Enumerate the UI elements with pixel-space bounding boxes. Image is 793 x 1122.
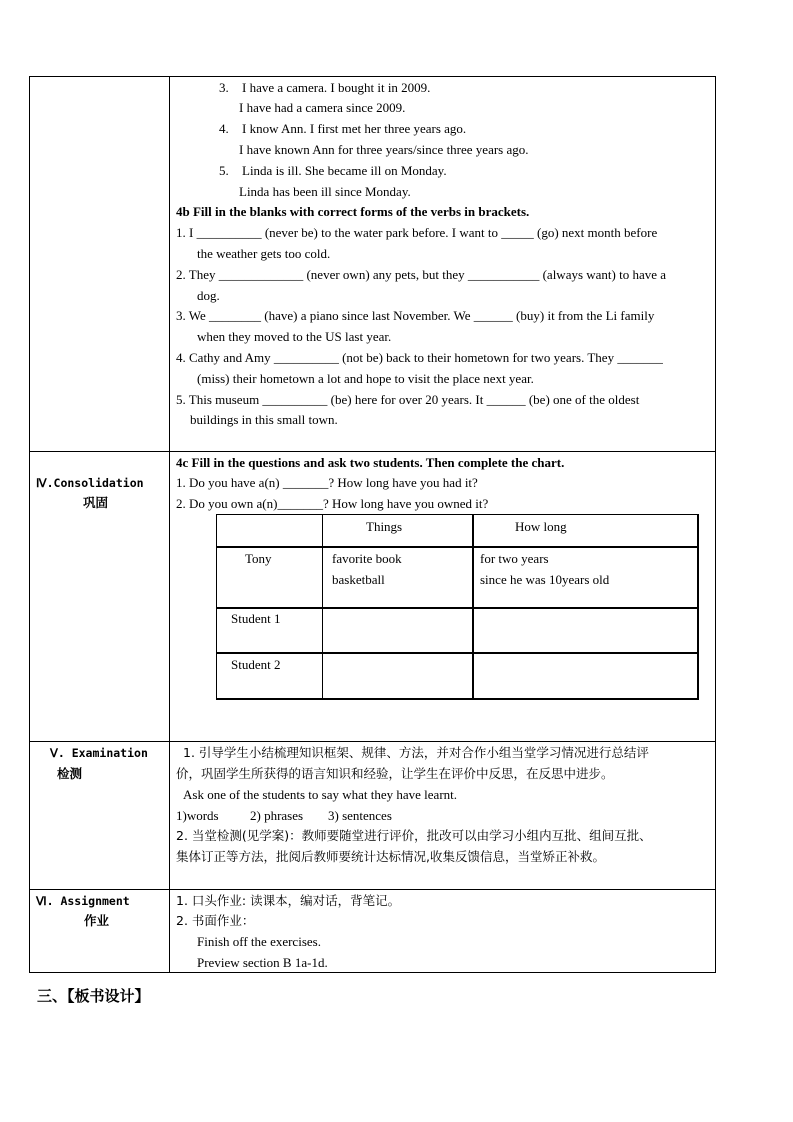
sentence-4-num: 4. (219, 121, 229, 136)
exercise-4b-item-5-cont: buildings in this small town. (190, 412, 338, 427)
examination-list-words: 1)words (176, 808, 219, 823)
table-column-divider (169, 76, 170, 973)
examination-p2-line2: 集体订正等方法，批阅后教师要统计达标情况,收集反馈信息，当堂矫正补救。 (176, 849, 605, 864)
consolidation-label-cn: 巩固 (83, 495, 109, 510)
exercise-4c-q1: 1. Do you have a(n) _______? How long have you had it? (176, 475, 478, 490)
sentence-3b: I have had a camera since 2009. (239, 100, 406, 115)
sentence-5b: Linda has been ill since Monday. (239, 184, 411, 199)
exercise-4b-item-2: 2. They _____________ (never own) any pets, but they ___________ (always want) to have a (176, 267, 667, 282)
examination-label: Ⅴ. Examination (50, 746, 148, 760)
chart-header-how-long: How long (515, 519, 567, 534)
exercise-4c-title: 4c Fill in the questions and ask two students. Then complete the chart. (176, 455, 565, 470)
table-bottom-border (29, 972, 716, 973)
assignment-finish: Finish off the exercises. (197, 934, 321, 949)
examination-p1-line1: 1. 引导学生小结梳理知识框架、规律、方法，并对合作小组当堂学习情况进行总结评 (183, 745, 649, 760)
exercise-4b-item-4: 4. Cathy and Amy __________ (not be) back to their hometown for two years. They _______ (176, 350, 663, 365)
exercise-4b-item-3-cont: when they moved to the US last year. (197, 329, 392, 344)
sentence-3-num: 3. (219, 80, 229, 95)
exercise-4b-item-1-cont: the weather gets too cold. (197, 246, 331, 261)
chart-row-tony-howlong-1: for two years (480, 551, 549, 566)
exercise-4b-item-1: 1. I __________ (never be) to the water park before. I want to _____ (go) next month before (176, 225, 658, 240)
sentence-5-num: 5. (219, 163, 229, 178)
chart-row-student2-name: Student 2 (231, 657, 281, 672)
exercise-4b-item-2-cont: dog. (197, 288, 220, 303)
examination-ask: Ask one of the students to say what they have learnt. (183, 787, 458, 802)
exercise-4b-item-5: 5. This museum __________ (be) here for over 20 years. It ______ (be) one of the oldest (176, 392, 640, 407)
exercise-4b-item-3: 3. We ________ (have) a piano since last November. We ______ (buy) it from the Li family (176, 308, 655, 323)
table-top-border (29, 76, 716, 77)
assignment-preview: Preview section B 1a-1d. (197, 955, 328, 970)
examination-list-phrases: 2) phrases (250, 808, 304, 823)
row-divider-consolidation (29, 451, 716, 452)
examination-label-cn: 检测 (57, 766, 83, 781)
sentence-4a: I know Ann. I first met her three years ago. (242, 121, 467, 136)
table-right-border (715, 76, 716, 973)
chart-row-tony-thing-2: basketball (332, 572, 385, 587)
sentence-4b: I have known Ann for three years/since three years ago. (239, 142, 529, 157)
table-left-border (29, 76, 30, 973)
assignment-label-cn: 作业 (84, 913, 110, 928)
exercise-4c-q2: 2. Do you own a(n)_______? How long have you owned it? (176, 496, 489, 511)
examination-list-sentences: 3) sentences (328, 808, 392, 823)
chart-row-tony-howlong-2: since he was 10years old (480, 572, 610, 587)
sentence-5a: Linda is ill. She became ill on Monday. (242, 163, 447, 178)
chart-row-student1-name: Student 1 (231, 611, 281, 626)
chart-row-tony-name: Tony (245, 551, 272, 566)
examination-p1-line2: 价，巩固学生所获得的语言知识和经验，让学生在评价中反思，在反思中进步。 (176, 766, 614, 781)
consolidation-label: Ⅳ.Consolidation (36, 476, 144, 490)
row-divider-examination (29, 741, 716, 742)
assignment-written: 2. 书面作业： (176, 913, 255, 928)
row-divider-assignment (29, 889, 716, 890)
board-design-heading: 三、【板书设计】 (37, 987, 150, 1005)
assignment-label: Ⅵ. Assignment (36, 894, 130, 908)
chart-table (216, 514, 698, 699)
chart-header-things: Things (366, 519, 403, 534)
chart-row-tony-thing-1: favorite book (332, 551, 402, 566)
sentence-3a: I have a camera. I bought it in 2009. (242, 80, 431, 95)
examination-p2-line1: 2. 当堂检测(见学案)：教师要随堂进行评价，批改可以由学习小组内互批、组间互批、 (176, 828, 652, 843)
exercise-4b-title: 4b Fill in the blanks with correct forms of the verbs in brackets. (176, 204, 530, 219)
exercise-4b-item-4-cont: (miss) their hometown a lot and hope to visit the place next year. (197, 371, 534, 386)
assignment-oral: 1. 口头作业: 读课本，编对话，背笔记。 (176, 893, 401, 908)
